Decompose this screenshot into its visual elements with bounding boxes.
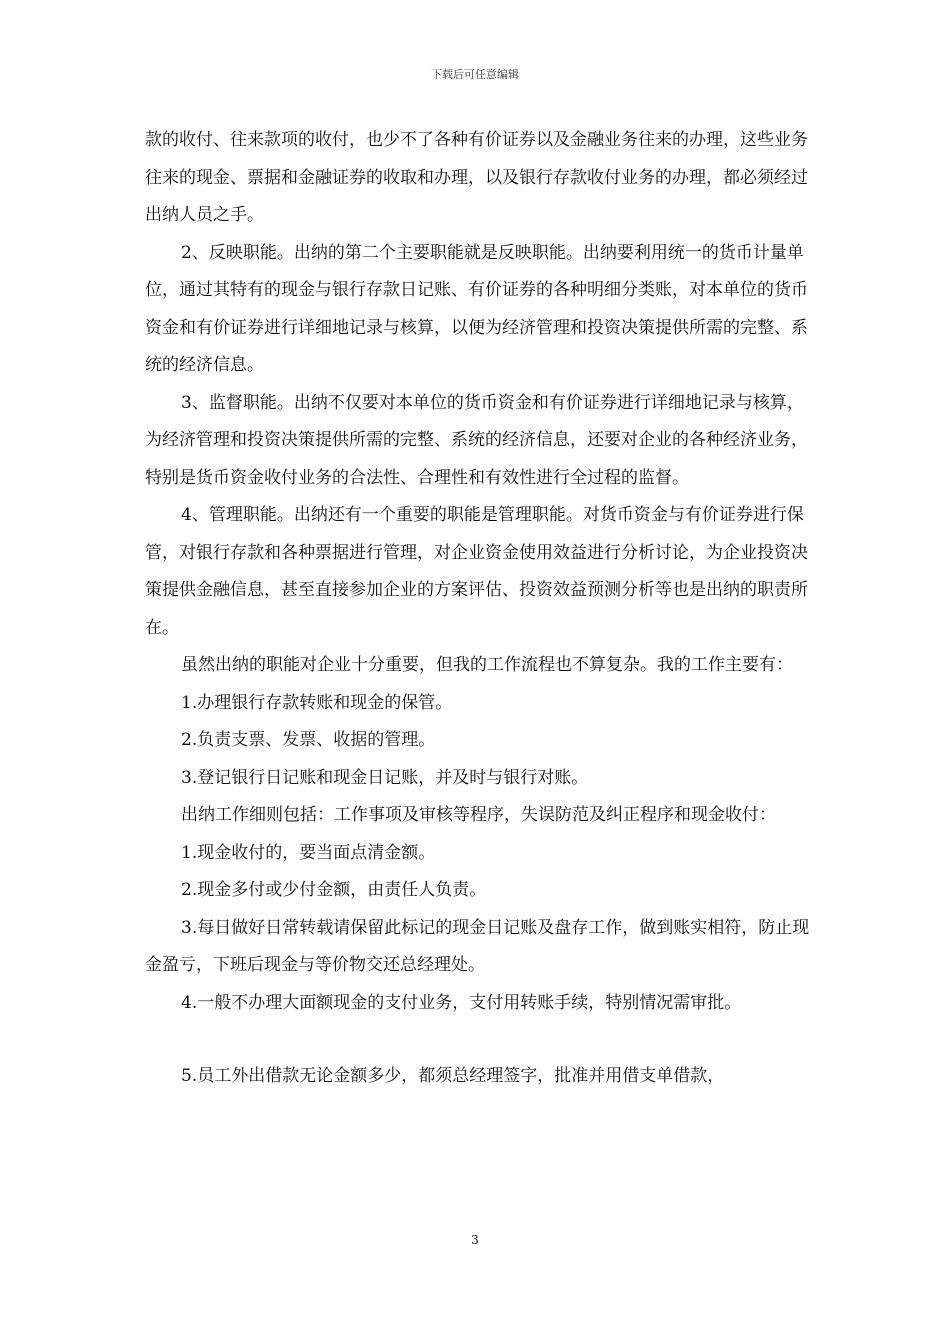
paragraph-work-intro: 虽然出纳的职能对企业十分重要，但我的工作流程也不算复杂。我的工作主要有： [181, 655, 793, 675]
list-item-work-1: 1.办理银行存款转账和现金的保管。 [181, 692, 453, 713]
list-item-rule-4: 4.一般不办理大面额现金的支付业务，支付用转账手续，特别情况需审批。 [181, 992, 742, 1013]
document-body [145, 122, 810, 1096]
paragraph-rules-intro: 出纳工作细则包括：工作事项及审核等程序，失误防范及纠正程序和现金收付： [181, 805, 776, 825]
paragraph-supervise-function: 3、监督职能。出纳不仅要对本单位的货币资金和有价证券进行详细地记录与核算，为经济管理和投资决策提供所需的完整、系统的经济信息，还要对企业的各种经济业务，特别是货币资金收付业务的合法性、合理性和有效性进行全过程的监督。 [145, 392, 808, 488]
paragraph-reflect-function: 2、反映职能。出纳的第二个主要职能就是反映职能。出纳要利用统一的货币计量单位，通过其特有的现金与银行存款日记账、有价证券的各种明细分类账，对本单位的货币资金和有价证券进行详细地记录与核算，以便为经济管理和投资决策提供所需的完整、系统的经济信息。 [145, 242, 808, 375]
page-number: 3 [471, 1233, 479, 1247]
list-item-work-3: 3.登记银行日记账和现金日记账，并及时与银行对账。 [181, 767, 589, 788]
paragraph-continuation: 款的收付、往来款项的收付，也少不了各种有价证券以及金融业务往来的办理，这些业务往来的现金、票据和金融证券的收取和办理，以及银行存款收付业务的办理，都必须经过出纳人员之手。 [145, 130, 808, 225]
paragraph-manage-function: 4、管理职能。出纳还有一个重要的职能是管理职能。对货币资金与有价证券进行保管，对银行存款和各种票据进行管理，对企业资金使用效益进行分析讨论，为企业投资决策提供金融信息，甚至直接参加企业的方案评估、投资效益预测分析等也是出纳的职责所在。 [145, 505, 808, 638]
list-item-rule-2: 2.现金多付或少付金额，由责任人负责。 [181, 880, 487, 900]
list-item-rule-5: 5.员工外出借款无论金额多少，都须总经理签字，批准并用借支单借款， [181, 1066, 725, 1086]
list-item-work-2: 2.负责支票、发票、收据的管理。 [181, 730, 436, 750]
list-item-rule-3: 3.每日做好日常转载请保留此标记的现金日记账及盘存工作，做到账实相符，防止现金盈亏，下班后现金与等价物交还总经理处。 [145, 917, 810, 975]
page-header: 下载后可任意编辑 [431, 68, 519, 81]
list-item-rule-1: 1.现金收付的，要当面点清金额。 [181, 842, 436, 863]
